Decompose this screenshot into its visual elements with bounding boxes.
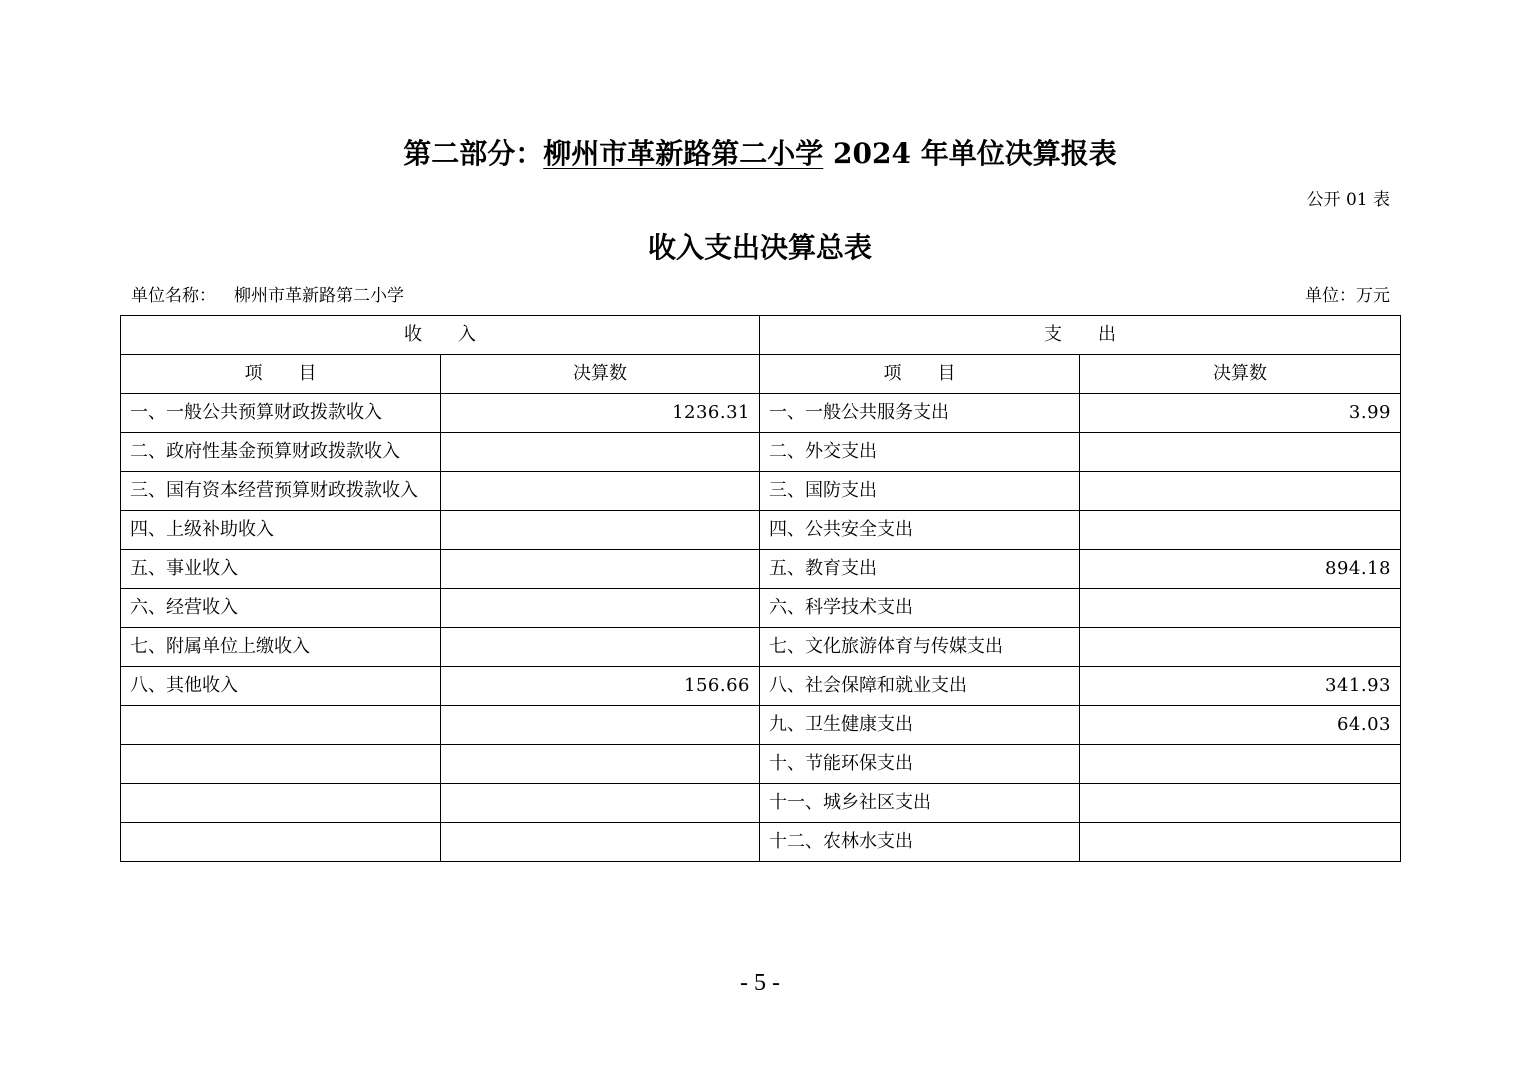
currency-unit: 单位：万元 — [1305, 286, 1390, 306]
income-amount-cell — [441, 745, 760, 784]
income-expense-table — [120, 315, 1401, 862]
part-title — [0, 134, 1520, 174]
expense-amount-cell — [1080, 628, 1401, 667]
expense-item-cell: 九、卫生健康支出 — [760, 706, 1080, 745]
income-amount-cell — [441, 433, 760, 472]
table-row — [121, 628, 1401, 667]
table-row — [121, 745, 1401, 784]
income-amount-cell: 156.66 — [441, 667, 760, 706]
expense-item-cell: 一、一般公共服务支出 — [760, 394, 1080, 433]
expense-amount-cell: 3.99 — [1080, 394, 1401, 433]
income-item-cell: 一、一般公共预算财政拨款收入 — [121, 394, 441, 433]
income-amount-cell — [441, 784, 760, 823]
expense-item-cell: 二、外交支出 — [760, 433, 1080, 472]
income-item-cell — [121, 745, 441, 784]
expense-amount-cell — [1080, 511, 1401, 550]
income-item-cell: 八、其他收入 — [121, 667, 441, 706]
expense-amount-cell — [1080, 433, 1401, 472]
income-item-cell — [121, 784, 441, 823]
income-amount-cell — [441, 628, 760, 667]
table-row — [121, 433, 1401, 472]
table-row — [121, 511, 1401, 550]
form-number: 公开 01 表 — [1306, 190, 1390, 210]
expense-amount-cell — [1080, 472, 1401, 511]
income-item-cell: 四、上级补助收入 — [121, 511, 441, 550]
income-amount-cell — [441, 706, 760, 745]
expense-item-cell: 八、社会保障和就业支出 — [760, 667, 1080, 706]
income-item-cell — [121, 706, 441, 745]
expense-item-cell: 十二、农林水支出 — [760, 823, 1080, 862]
income-item-header: 项 目 — [121, 355, 441, 394]
table-column-header-row — [121, 355, 1401, 394]
unit-name-label: 单位名称： — [131, 286, 216, 306]
part-title-suffix: 2024 年单位决算报表 — [823, 137, 1117, 170]
table-row — [121, 823, 1401, 862]
expense-amount-cell: 341.93 — [1080, 667, 1401, 706]
income-amount-cell: 1236.31 — [441, 394, 760, 433]
income-amount-cell — [441, 550, 760, 589]
table-section-header-row — [121, 316, 1401, 355]
table-row — [121, 706, 1401, 745]
table-row — [121, 472, 1401, 511]
expense-item-cell: 四、公共安全支出 — [760, 511, 1080, 550]
unit-name-line — [131, 284, 404, 308]
income-amount-cell — [441, 511, 760, 550]
expense-item-cell: 六、科学技术支出 — [760, 589, 1080, 628]
part-title-unit: 柳州市革新路第二小学 — [543, 137, 824, 170]
table-row — [121, 550, 1401, 589]
expense-item-cell: 五、教育支出 — [760, 550, 1080, 589]
table-row — [121, 784, 1401, 823]
expense-amount-cell — [1080, 823, 1401, 862]
table-row — [121, 589, 1401, 628]
income-item-cell — [121, 823, 441, 862]
table-title: 收入支出决算总表 — [647, 231, 872, 264]
table-row — [121, 667, 1401, 706]
income-item-cell: 六、经营收入 — [121, 589, 441, 628]
income-section-header: 收 入 — [121, 316, 760, 355]
income-amount-cell — [441, 589, 760, 628]
unit-name-value: 柳州市革新路第二小学 — [234, 286, 404, 306]
expense-item-cell: 十、节能环保支出 — [760, 745, 1080, 784]
expense-item-cell: 七、文化旅游体育与传媒支出 — [760, 628, 1080, 667]
expense-amount-cell — [1080, 784, 1401, 823]
income-amount-cell — [441, 472, 760, 511]
income-amount-cell — [441, 823, 760, 862]
expense-amount-header: 决算数 — [1080, 355, 1401, 394]
expense-item-cell: 三、国防支出 — [760, 472, 1080, 511]
expense-item-header: 项 目 — [760, 355, 1080, 394]
expense-amount-cell: 894.18 — [1080, 550, 1401, 589]
expense-amount-cell: 64.03 — [1080, 706, 1401, 745]
expense-section-header: 支 出 — [760, 316, 1401, 355]
page-number: - 5 - — [740, 970, 780, 996]
expense-amount-cell — [1080, 745, 1401, 784]
income-item-cell: 二、政府性基金预算财政拨款收入 — [121, 433, 441, 472]
income-item-cell: 五、事业收入 — [121, 550, 441, 589]
part-title-prefix: 第二部分： — [403, 137, 544, 170]
table-row — [121, 394, 1401, 433]
income-item-cell: 七、附属单位上缴收入 — [121, 628, 441, 667]
expense-item-cell: 十一、城乡社区支出 — [760, 784, 1080, 823]
expense-amount-cell — [1080, 589, 1401, 628]
income-item-cell: 三、国有资本经营预算财政拨款收入 — [121, 472, 441, 511]
income-amount-header: 决算数 — [441, 355, 760, 394]
